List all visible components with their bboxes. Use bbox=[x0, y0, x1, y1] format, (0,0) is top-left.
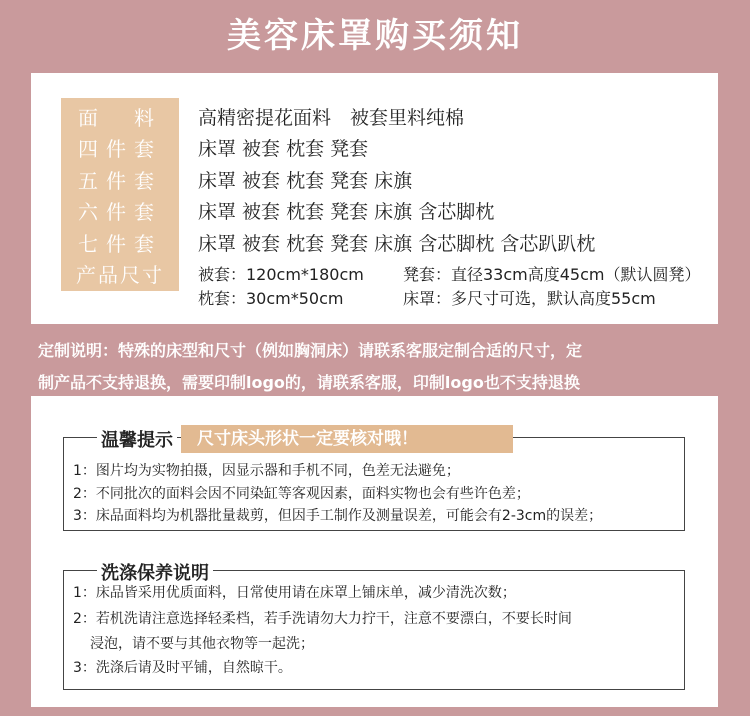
tips-item: 3：床品面料均为机器批量裁剪，但因手工制作及测量误差，可能会有2-3cm的误差； bbox=[73, 508, 603, 524]
tips-banner bbox=[181, 425, 513, 453]
spec-row bbox=[0, 134, 750, 164]
size-bedcover: 床罩：多尺寸可选，默认高度55cm bbox=[403, 289, 656, 308]
care-item: 2：若机洗请注意选择轻柔档，若手洗请勿大力拧干，注意不要漂白，不要长时间 bbox=[73, 611, 572, 627]
size-pillow: 枕套：30cm*50cm bbox=[198, 289, 344, 308]
spec-value: 床罩 被套 枕套 凳套 床旗 含芯脚枕 含芯趴趴枕 bbox=[198, 233, 596, 255]
spec-value: 高精密提花面料 被套里料纯棉 bbox=[198, 107, 465, 129]
tips-banner-text: 尺寸床头形状一定要核对哦！ bbox=[197, 429, 418, 449]
custom-notice-line1: 定制说明：特殊的床型和尺寸（例如胸洞床）请联系客服定制合适的尺寸，定 bbox=[38, 341, 583, 360]
spec-row bbox=[0, 229, 750, 259]
page-title: 美容床罩购买须知 bbox=[227, 16, 523, 56]
spec-value: 床罩 被套 枕套 凳套 床旗 含芯脚枕 bbox=[198, 201, 495, 223]
size-duvet: 被套：120cm*180cm bbox=[198, 265, 364, 284]
tips-item: 2：不同批次的面料会因不同染缸等客观因素，面料实物也会有些许色差； bbox=[73, 486, 530, 502]
spec-value: 床罩 被套 枕套 凳套 bbox=[198, 138, 369, 160]
spec-label: 四件套 bbox=[78, 137, 162, 161]
size-label: 产品尺寸 bbox=[76, 263, 164, 287]
tips-item: 1：图片均为实物拍摄，因显示器和手机不同，色差无法避免； bbox=[73, 463, 460, 479]
spec-label: 面 料 bbox=[78, 106, 162, 130]
care-item: 3：洗涤后请及时平铺，自然晾干。 bbox=[73, 660, 292, 676]
tips-title: 温馨提示 bbox=[97, 426, 177, 452]
size-stool: 凳套：直径33cm高度45cm（默认圆凳） bbox=[403, 265, 701, 284]
spec-value: 床罩 被套 枕套 凳套 床旗 bbox=[198, 170, 413, 192]
custom-notice-line2: 制产品不支持退换，需要印制logo的，请联系客服，印制logo也不支持退换 bbox=[38, 373, 580, 392]
spec-label: 七件套 bbox=[78, 232, 162, 256]
spec-row bbox=[0, 197, 750, 227]
care-item: 浸泡，请不要与其他衣物等一起洗； bbox=[90, 636, 314, 652]
care-item: 1：床品皆采用优质面料，日常使用请在床罩上铺床单，减少清洗次数； bbox=[73, 585, 516, 601]
spec-label: 六件套 bbox=[78, 200, 162, 224]
care-title: 洗涤保养说明 bbox=[97, 559, 213, 585]
spec-label: 五件套 bbox=[78, 169, 162, 193]
spec-row bbox=[0, 103, 750, 133]
spec-row bbox=[0, 166, 750, 196]
